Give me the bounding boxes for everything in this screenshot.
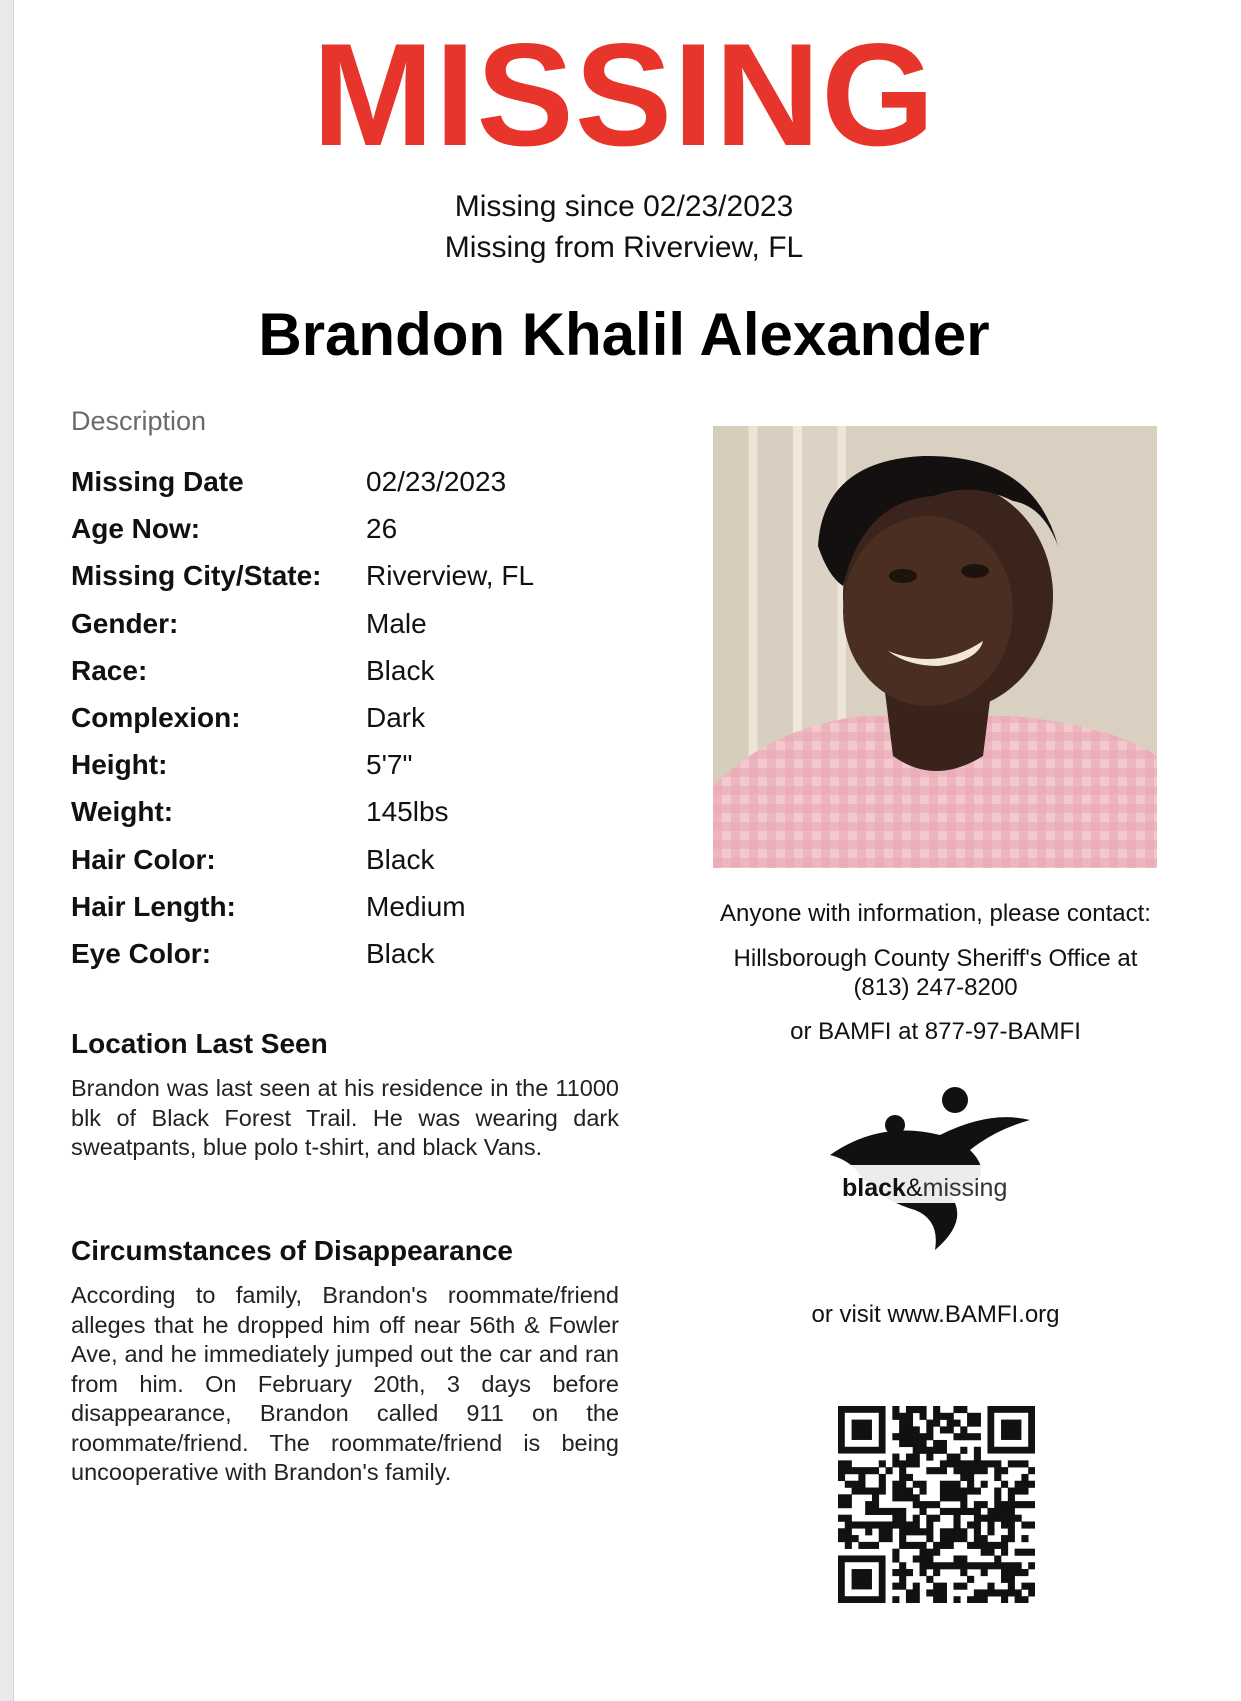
detail-row [71,741,631,788]
website-line: or visit www.BAMFI.org [811,1301,1060,1328]
detail-label: Complexion: [71,701,241,733]
missing-headline: MISSING [312,13,936,176]
detail-value: Male [366,607,427,639]
detail-label: Hair Length: [71,890,236,922]
agency-line: Hillsborough County Sheriff's Office at [733,945,1138,972]
location-heading: Location Last Seen [71,1028,328,1059]
agency-phone: (813) 247-8200 [853,974,1018,1001]
detail-row [71,600,631,647]
detail-row [71,788,631,835]
detail-row [71,694,631,741]
circumstances-heading: Circumstances of Disappearance [71,1235,513,1266]
detail-value: Dark [366,701,426,733]
detail-row [71,647,631,694]
detail-value: Medium [366,890,466,922]
logo-text-black: black [842,1174,906,1202]
detail-value: 02/23/2023 [366,466,507,497]
missing-from: Missing from Riverview, FL [444,231,804,264]
detail-label: Gender: [71,607,179,639]
detail-row [71,458,631,505]
description-table [71,458,631,977]
detail-row [71,883,631,930]
location-text: Brandon was last seen at his residence in the 11000 blk of Black Forest Trail. He was wearing dark sweatpants, blue polo t-shirt, and black Vans. [71,1075,619,1160]
detail-label: Missing Date [71,466,244,497]
circumstances-text: According to family, Brandon's roommate/friend alleges that he dropped him off near 56th & Fowler Ave, and he immediately jumped out the car and ran from him. On February 20th, 3 days before disappearance, Brandon called 911 on the roommate/friend. The roommate/friend is being uncooperative with Brandon's family. [71,1282,619,1485]
detail-value: Black [366,654,435,686]
detail-value: 145lbs [366,796,449,828]
detail-row [71,505,631,552]
detail-label: Race: [71,654,148,686]
detail-label: Weight: [71,796,174,828]
svg-text:black&missing [842,1174,1007,1202]
detail-label: Missing City/State: [71,560,322,592]
detail-row [71,930,631,977]
detail-value: Black [366,843,435,875]
detail-value: 5'7" [366,749,413,781]
missing-since: Missing since 02/23/2023 [454,190,794,223]
black-and-missing-logo [820,1080,1060,1270]
detail-row [71,552,631,599]
detail-value: Riverview, FL [366,560,535,592]
detail-row [71,836,631,883]
detail-label: Height: [71,749,168,781]
detail-value: Black [366,937,435,969]
qr-code [838,1406,1035,1603]
logo-text-missing: missing [922,1174,1008,1202]
detail-value: 26 [366,513,398,545]
description-label: Description [71,406,207,436]
logo-text-amp: & [905,1174,923,1202]
detail-label: Hair Color: [71,843,216,875]
bamfi-phone: or BAMFI at 877-97-BAMFI [790,1018,1081,1045]
detail-label: Eye Color: [71,937,212,969]
person-name: Brandon Khalil Alexander [258,301,990,368]
contact-intro: Anyone with information, please contact: [720,900,1151,927]
detail-label: Age Now: [71,513,201,545]
person-photo [713,426,1157,868]
